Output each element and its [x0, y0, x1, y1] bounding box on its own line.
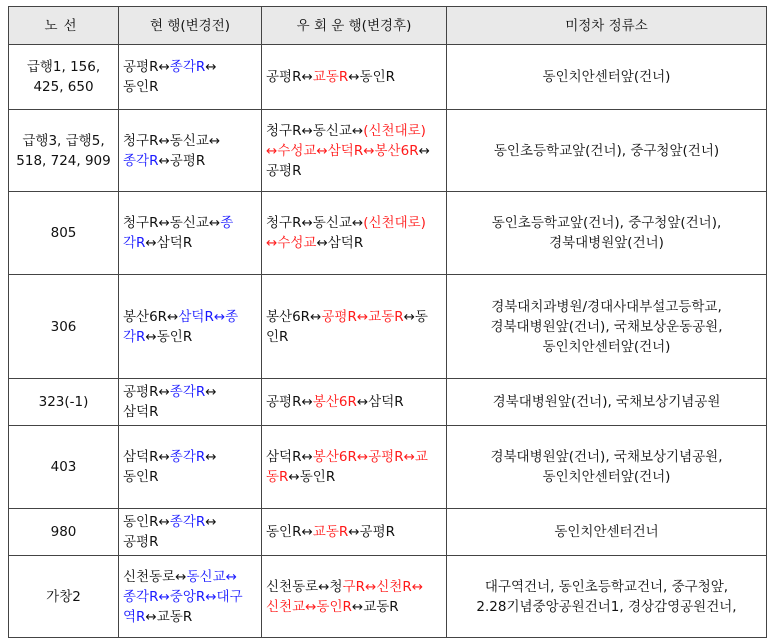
after-segment: ↔동인R: [288, 469, 336, 485]
after-segment: ↔: [418, 142, 430, 159]
route-line: 급행3, 급행5,: [22, 132, 105, 149]
after-segment: ↔수성교: [266, 235, 317, 251]
before-segment: 신천동로↔: [123, 568, 187, 585]
before-segment: ↔공평R: [158, 152, 206, 169]
before-line: [123, 233, 257, 253]
stops-line: 대구역건너, 동인초등학교건너, 중구청앞,: [484, 578, 729, 595]
table-row: [9, 275, 767, 379]
route-cell: [9, 275, 119, 379]
skipped-stops-cell: [447, 192, 767, 275]
after-line: [266, 213, 442, 233]
route-cell: [9, 45, 119, 110]
stops-line: 2.28기념중앙공원건너1, 경상감영공원건너,: [476, 598, 737, 615]
after-cell: [262, 110, 447, 192]
after-line: [266, 577, 442, 597]
after-segment: ↔공평R: [348, 524, 396, 540]
after-line: [266, 467, 442, 487]
before-segment: 동인R: [123, 469, 159, 485]
after-segment: 동R: [266, 469, 289, 485]
skipped-stops-cell: [447, 556, 767, 638]
stops-line: 경북대치과병원/경대사대부설고등학교,: [491, 298, 722, 315]
before-segment: ↔: [205, 449, 217, 465]
stops-line: 동인치안센터앞(건너): [542, 69, 671, 85]
after-segment: ↔동인R: [348, 69, 396, 85]
after-line: [266, 67, 442, 87]
before-line: [123, 327, 257, 347]
header-route: 노선: [9, 7, 119, 45]
after-segment: (신천대로): [363, 122, 426, 139]
stops-line: 동인치안센터앞(건너): [542, 469, 671, 485]
before-segment: 종각R: [169, 59, 206, 75]
table-row: [9, 509, 767, 556]
after-line: [266, 522, 442, 542]
skipped-stops-cell: [447, 426, 767, 509]
after-segment: ↔삼덕R: [356, 394, 404, 410]
route-line: 980: [50, 524, 77, 540]
header-skipped-stops: 미정차 정류소: [447, 7, 767, 45]
route-cell: [9, 556, 119, 638]
before-line: [123, 567, 257, 587]
before-segment: ↔: [205, 59, 217, 75]
route-cell: [9, 192, 119, 275]
after-segment: 교동R: [312, 524, 349, 540]
after-segment: 교동R: [312, 69, 349, 85]
before-segment: 삼덕R: [123, 404, 159, 420]
before-segment: 청구R↔동신교↔: [123, 132, 221, 149]
after-line: [266, 597, 442, 617]
before-segment: 종: [220, 215, 234, 231]
after-segment: 구R↔신천R↔: [342, 578, 424, 595]
route-line: 425, 650: [33, 79, 94, 95]
skipped-stops-cell: [447, 509, 767, 556]
table-header-row: [9, 7, 767, 45]
after-line: [266, 392, 442, 412]
route-cell: [9, 509, 119, 556]
after-segment: 공평R↔교동R: [321, 308, 404, 325]
before-segment: 동신교↔: [186, 568, 237, 585]
before-segment: 종각R: [169, 384, 206, 400]
after-segment: 청구R↔동신교↔: [266, 122, 364, 139]
before-segment: 공평R↔: [123, 59, 170, 75]
before-segment: 종각R↔중앙R↔대구: [123, 588, 243, 605]
before-line: [123, 512, 257, 532]
before-segment: ↔: [205, 384, 217, 400]
skipped-stops-cell: [447, 110, 767, 192]
before-segment: 각R: [123, 235, 146, 251]
stops-line: 경북대병원앞(건너), 국채보상기념공원: [492, 394, 721, 410]
route-line: 급행1, 156,: [26, 59, 101, 75]
before-segment: 종각R: [169, 514, 206, 530]
after-cell: [262, 192, 447, 275]
before-line: [123, 57, 257, 77]
after-segment: 봉산6R↔: [266, 308, 322, 325]
stops-line: 경북대병원앞(건너): [549, 235, 664, 251]
table-row: [9, 110, 767, 192]
before-line: [123, 467, 257, 487]
stops-line: 경북대병원앞(건너), 국채보상기념공원,: [490, 449, 723, 465]
before-segment: ↔동인R: [145, 328, 193, 345]
after-line: [266, 233, 442, 253]
after-segment: 청구R↔동신교↔: [266, 215, 364, 231]
after-cell: [262, 426, 447, 509]
before-segment: ↔교동R: [145, 608, 193, 625]
route-detour-table: [8, 6, 767, 638]
after-segment: ↔수성교↔삼덕R↔봉산6R: [266, 142, 419, 159]
before-cell: [119, 45, 262, 110]
route-line: 323(-1): [38, 394, 89, 410]
before-cell: [119, 192, 262, 275]
route-cell: [9, 110, 119, 192]
route-line: 가창2: [46, 588, 81, 605]
before-segment: 삼덕R↔종: [178, 308, 239, 325]
before-line: [123, 213, 257, 233]
route-cell: [9, 426, 119, 509]
after-segment: 신천동로↔청: [266, 578, 343, 595]
before-line: [123, 587, 257, 607]
after-line: [266, 161, 442, 181]
before-cell: [119, 426, 262, 509]
route-cell: [9, 379, 119, 426]
stops-line: 경북대병원앞(건너), 국채보상운동공원,: [490, 318, 723, 335]
before-segment: 청구R↔동신교↔: [123, 215, 221, 231]
after-segment: 공평R↔: [266, 69, 313, 85]
before-segment: 종각R: [169, 449, 206, 465]
after-line: [266, 121, 442, 141]
before-line: [123, 532, 257, 552]
after-segment: (신천대로): [363, 215, 426, 231]
before-segment: 공평R: [123, 534, 159, 550]
table-row: [9, 426, 767, 509]
before-segment: 봉산6R↔: [123, 308, 179, 325]
before-line: [123, 151, 257, 171]
header-after: 우 회 운 행(변경후): [262, 7, 447, 45]
before-segment: 공평R↔: [123, 384, 170, 400]
stops-line: 동인초등학교앞(건너), 중구청앞(건너),: [491, 215, 722, 231]
route-line: 306: [50, 318, 77, 335]
after-segment: ↔삼덕R: [316, 235, 364, 251]
after-cell: [262, 509, 447, 556]
after-segment: 신천교↔동인R: [266, 598, 352, 615]
before-segment: 역R: [123, 608, 146, 625]
before-line: [123, 77, 257, 97]
table-row: [9, 379, 767, 426]
after-line: [266, 447, 442, 467]
skipped-stops-cell: [447, 275, 767, 379]
after-line: [266, 141, 442, 161]
before-cell: [119, 275, 262, 379]
before-segment: 동인R: [123, 79, 159, 95]
before-segment: 종각R: [123, 152, 159, 169]
after-line: [266, 327, 442, 347]
after-segment: 동인R↔: [266, 524, 313, 540]
after-cell: [262, 275, 447, 379]
after-segment: 봉산6R↔공평R↔교: [312, 449, 428, 465]
after-segment: 공평R↔: [266, 394, 313, 410]
table-row: [9, 556, 767, 638]
route-line: 403: [50, 459, 77, 475]
after-cell: [262, 45, 447, 110]
header-before: 현 행(변경전): [119, 7, 262, 45]
route-line: 805: [50, 225, 77, 241]
before-line: [123, 307, 257, 327]
after-segment: ↔교동R: [351, 598, 399, 615]
before-cell: [119, 556, 262, 638]
stops-line: 동인초등학교앞(건너), 중구청앞(건너): [493, 142, 720, 159]
before-segment: ↔삼덕R: [145, 235, 193, 251]
after-cell: [262, 556, 447, 638]
before-segment: 각R: [123, 328, 146, 345]
before-line: [123, 607, 257, 627]
after-line: [266, 307, 442, 327]
before-cell: [119, 110, 262, 192]
after-segment: 삼덕R↔: [266, 449, 313, 465]
before-segment: ↔: [205, 514, 217, 530]
after-cell: [262, 379, 447, 426]
after-segment: ↔동: [403, 308, 428, 325]
route-line: 518, 724, 909: [16, 152, 111, 169]
before-line: [123, 402, 257, 422]
stops-line: 동인치안센터건너: [554, 524, 659, 540]
before-segment: 동인R↔: [123, 514, 170, 530]
after-segment: 인R: [266, 328, 289, 345]
table-row: [9, 45, 767, 110]
before-cell: [119, 379, 262, 426]
before-line: [123, 447, 257, 467]
before-line: [123, 382, 257, 402]
after-segment: 봉산6R: [312, 394, 357, 410]
table-row: [9, 192, 767, 275]
before-cell: [119, 509, 262, 556]
after-segment: 공평R: [266, 162, 302, 179]
stops-line: 동인치안센터앞(건너): [542, 338, 671, 355]
before-segment: 삼덕R↔: [123, 449, 170, 465]
skipped-stops-cell: [447, 379, 767, 426]
before-line: [123, 131, 257, 151]
skipped-stops-cell: [447, 45, 767, 110]
